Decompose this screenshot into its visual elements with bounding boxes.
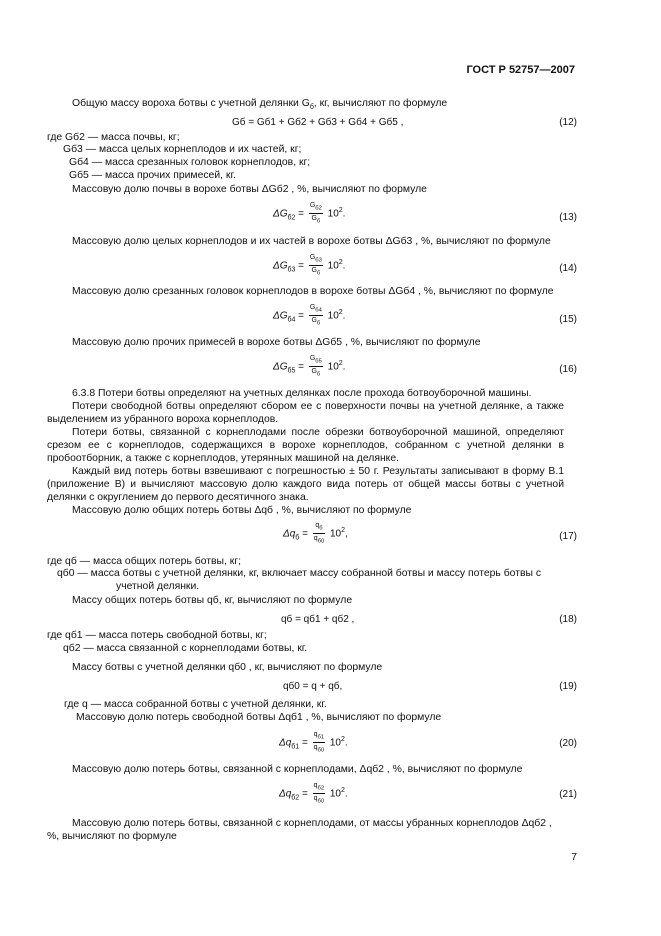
formula-19: qб0 = q + qб, (283, 681, 343, 692)
formula-21-number: (21) (559, 789, 577, 800)
para-bound-tops: Потери ботвы, связанной с корнеплодами после обрезки ботвоуборочной машиной, определяют срезом ее с корнеплодов, содержащихся в ворохе корнеплодов, собранном с учетной делянки в пробоотборник, а также с корнеплодов, утерянных машиной на делянке. (47, 427, 564, 464)
formula-17-number: (17) (559, 531, 577, 542)
text-last-1: Массовую долю потерь ботвы, связанной с корнеплодами, от массы убранных корнеплодов Δqб2 , (72, 818, 552, 829)
formula-16: $\Delta G_{б5}$ = $\frac{G_{б5}}{G_б}$ $10^2$. (273, 355, 346, 378)
def-g4: Gб4 — масса срезанных головок корнеплодов, кг; (69, 157, 311, 168)
para-6-3-8: 6.3.8 Потери ботвы определяют на учетных делянках после прохода ботвоуборочной машины. (72, 388, 532, 399)
text-14: Массовую долю целых корнеплодов и их частей в ворохе ботвы ΔGб3 , %, вычисляют по формуле (72, 236, 551, 247)
text-last-2: %, вычисляют по формуле (47, 831, 177, 842)
formula-20-number: (20) (559, 738, 577, 749)
formula-14-number: (14) (559, 263, 577, 274)
text-15: Массовую долю срезанных головок корнеплодов в ворохе ботвы ΔGб4 , %, вычисляют по формуле (72, 286, 554, 297)
text-17: Массовую долю общих потерь ботвы Δqб , %, вычисляют по формуле (72, 505, 412, 516)
formula-16-number: (16) (559, 364, 577, 375)
def-qb2: qб2 — масса связанной с корнеплодами ботвы, кг. (63, 643, 308, 654)
def-qb0: qб0 — масса ботвы с учетной делянки, кг, включает массу собранной ботвы и массу потерь ботвы с (57, 568, 542, 579)
text-18: Массу общих потерь ботвы qб, кг, вычисляют по формуле (72, 595, 353, 606)
def-qb0-cont: учетной делянки. (116, 581, 200, 592)
formula-12: Gб = Gб1 + Gб2 + Gб3 + Gб4 + Gб5 , (232, 117, 404, 128)
text-13: Массовую долю почвы в ворохе ботвы ΔGб2 , %, вычисляют по формуле (72, 184, 427, 195)
text-16: Массовую долю прочих примесей в ворохе ботвы ΔGб5 , %, вычисляют по формуле (72, 337, 481, 348)
def-qb1: где qб1 — масса потерь свободной ботвы, кг; (47, 630, 267, 641)
formula-21: $\Delta q_{б2}$ = $\frac{q_{б2}}{q_{б0}}$ $10^2$. (279, 782, 348, 805)
formula-13: $\Delta G_{б2}$ = $\frac{G_{б2}}{G_б}$ $10^2$. (273, 202, 346, 225)
intro-line: Общую массу вороха ботвы с учетной делянки $G_б$, кг, вычисляют по формуле (72, 98, 448, 112)
text-20: Массовую долю потерь свободной ботвы Δqб1 , %, вычисляют по формуле (76, 712, 442, 723)
formula-15-number: (15) (559, 314, 577, 325)
def-qb: где qб — масса общих потерь ботвы, кг; (47, 556, 242, 567)
def-g3: Gб3 — масса целых корнеплодов и их частей, кг; (63, 144, 302, 155)
formula-18-number: (18) (559, 614, 577, 625)
text-19: Массу ботвы с учетной делянки qб0 , кг, вычисляют по формуле (72, 662, 383, 673)
para-free-tops: Потери свободной ботвы определяют сбором ее с поверхности почвы на учетной делянке, а также выделением из убранного вороха корнеплодов. (47, 401, 564, 425)
page-number: 7 (571, 852, 577, 863)
def-g2: где Gб2 — масса почвы, кг; (47, 132, 180, 143)
formula-14: $\Delta G_{б3}$ = $\frac{G_{б3}}{G_б}$ $10^2$. (273, 254, 346, 277)
text-21: Массовую долю потерь ботвы, связанной с корнеплодами, Δqб2 , %, вычисляют по формуле (72, 764, 523, 775)
para-weighing: Каждый вид потерь ботвы взвешивают с погрешностью ± 50 г. Результаты записывают в форму В.1 (приложение В) и вычисляют массовую долю каждого вида потерь от общей массы ботвы с учетной делянки с округлением до первого десятичного знака. (47, 466, 564, 503)
formula-17: $\Delta q_б$ = $\frac{q_б}{q_{б0}}$ $10^2$, (283, 522, 348, 545)
def-q: где q — масса собранной ботвы с учетной делянки, кг. (64, 699, 327, 710)
formula-20: $\Delta q_{б1}$ = $\frac{q_{б1}}{q_{б0}}$ $10^2$. (279, 731, 348, 754)
formula-19-number: (19) (559, 681, 577, 692)
formula-15: $\Delta G_{б4}$ = $\frac{G_{б4}}{G_б}$ $10^2$. (273, 304, 346, 327)
standard-number: ГОСТ Р 52757—2007 (466, 64, 575, 76)
formula-12-number: (12) (559, 117, 577, 128)
formula-18: qб = qб1 + qб2 , (281, 614, 355, 625)
formula-13-number: (13) (559, 212, 577, 223)
def-g5: Gб5 — масса прочих примесей, кг. (69, 170, 236, 181)
